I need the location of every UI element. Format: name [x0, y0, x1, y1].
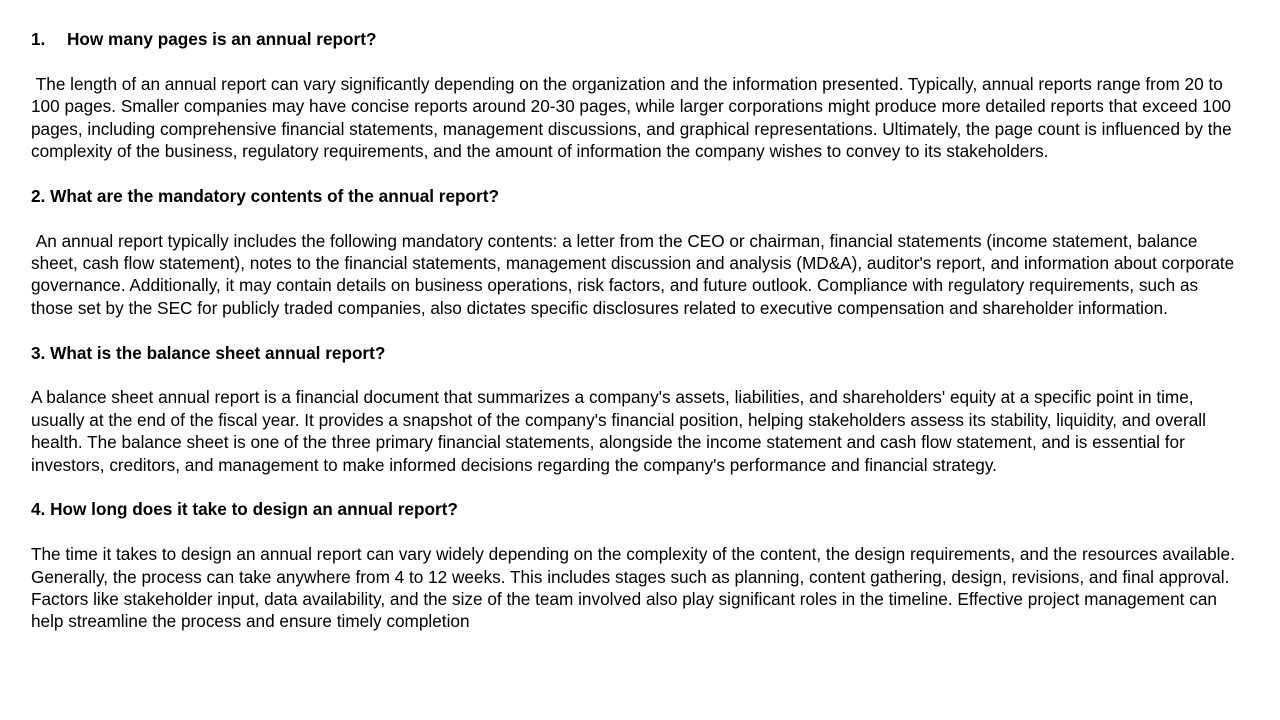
question-text: How long does it take to design an annual report?	[50, 499, 458, 520]
faq-document	[31, 28, 1241, 655]
question-text: How many pages is an annual report?	[67, 29, 377, 49]
question-text: What is the balance sheet annual report?	[50, 342, 386, 363]
faq-item-3	[31, 342, 1241, 476]
faq-answer: The time it takes to design an annual report can vary widely depending on the complexity of the content, the design requirements, and the resources available. Generally, the process can take anywhere from 4 to 12 weeks. This includes stages such as planning, content gathering, design, revisions, and final approval. Factors like stakeholder input, data availability, and the size of the team involved also play significant roles in the timeline. Effective project management can help streamline the process and ensure timely completion	[31, 544, 1240, 632]
faq-answer: A balance sheet annual report is a financial document that summarizes a company's assets, liabilities, and shareholders' equity at a specific point in time, usually at the end of the fiscal year. It provides a snapshot of the company's financial position, helping stakeholders assess its stability, liquidity, and overall health. The balance sheet is one of the three primary financial statements, alongside the income statement and cash flow statement, and is essential for investors, creditors, and management to make informed decisions regarding the company's performance and financial strategy.	[31, 387, 1211, 475]
faq-question	[31, 28, 1241, 50]
question-number: 3.	[31, 342, 46, 363]
faq-answer: An annual report typically includes the following mandatory contents: a letter from the CEO or chairman, financial statements (income statement, balance sheet, cash flow statement), notes to the financial statements, management discussion and analysis (MD&A), auditor's report, and information about corporate governance. Additionally, it may contain details on business operations, risk factors, and future outlook. Compliance with regulatory requirements, such as those set by the SEC for publicly traded companies, also dictates specific disclosures related to executive compensation and shareholder information.	[31, 230, 1239, 318]
faq-item-4	[31, 498, 1241, 632]
faq-question	[31, 185, 1241, 207]
question-text: What are the mandatory contents of the annual report?	[50, 185, 499, 206]
question-number: 4.	[31, 499, 46, 520]
question-number: 2.	[31, 185, 46, 206]
faq-item-2	[31, 185, 1241, 319]
question-number: 1.	[31, 29, 46, 49]
faq-answer: The length of an annual report can vary significantly depending on the organization and the information presented. Typically, annual reports range from 20 to 100 pages. Smaller companies may have concise reports around 20-30 pages, while larger corporations might produce more detailed reports that exceed 100 pages, including comprehensive financial statements, management discussions, and graphical representations. Ultimately, the page count is influenced by the complexity of the business, regulatory requirements, and the amount of information the company wishes to convey to its stakeholders.	[31, 73, 1237, 162]
faq-question	[31, 342, 1241, 364]
faq-question	[31, 498, 1241, 520]
faq-item-1	[31, 28, 1241, 162]
